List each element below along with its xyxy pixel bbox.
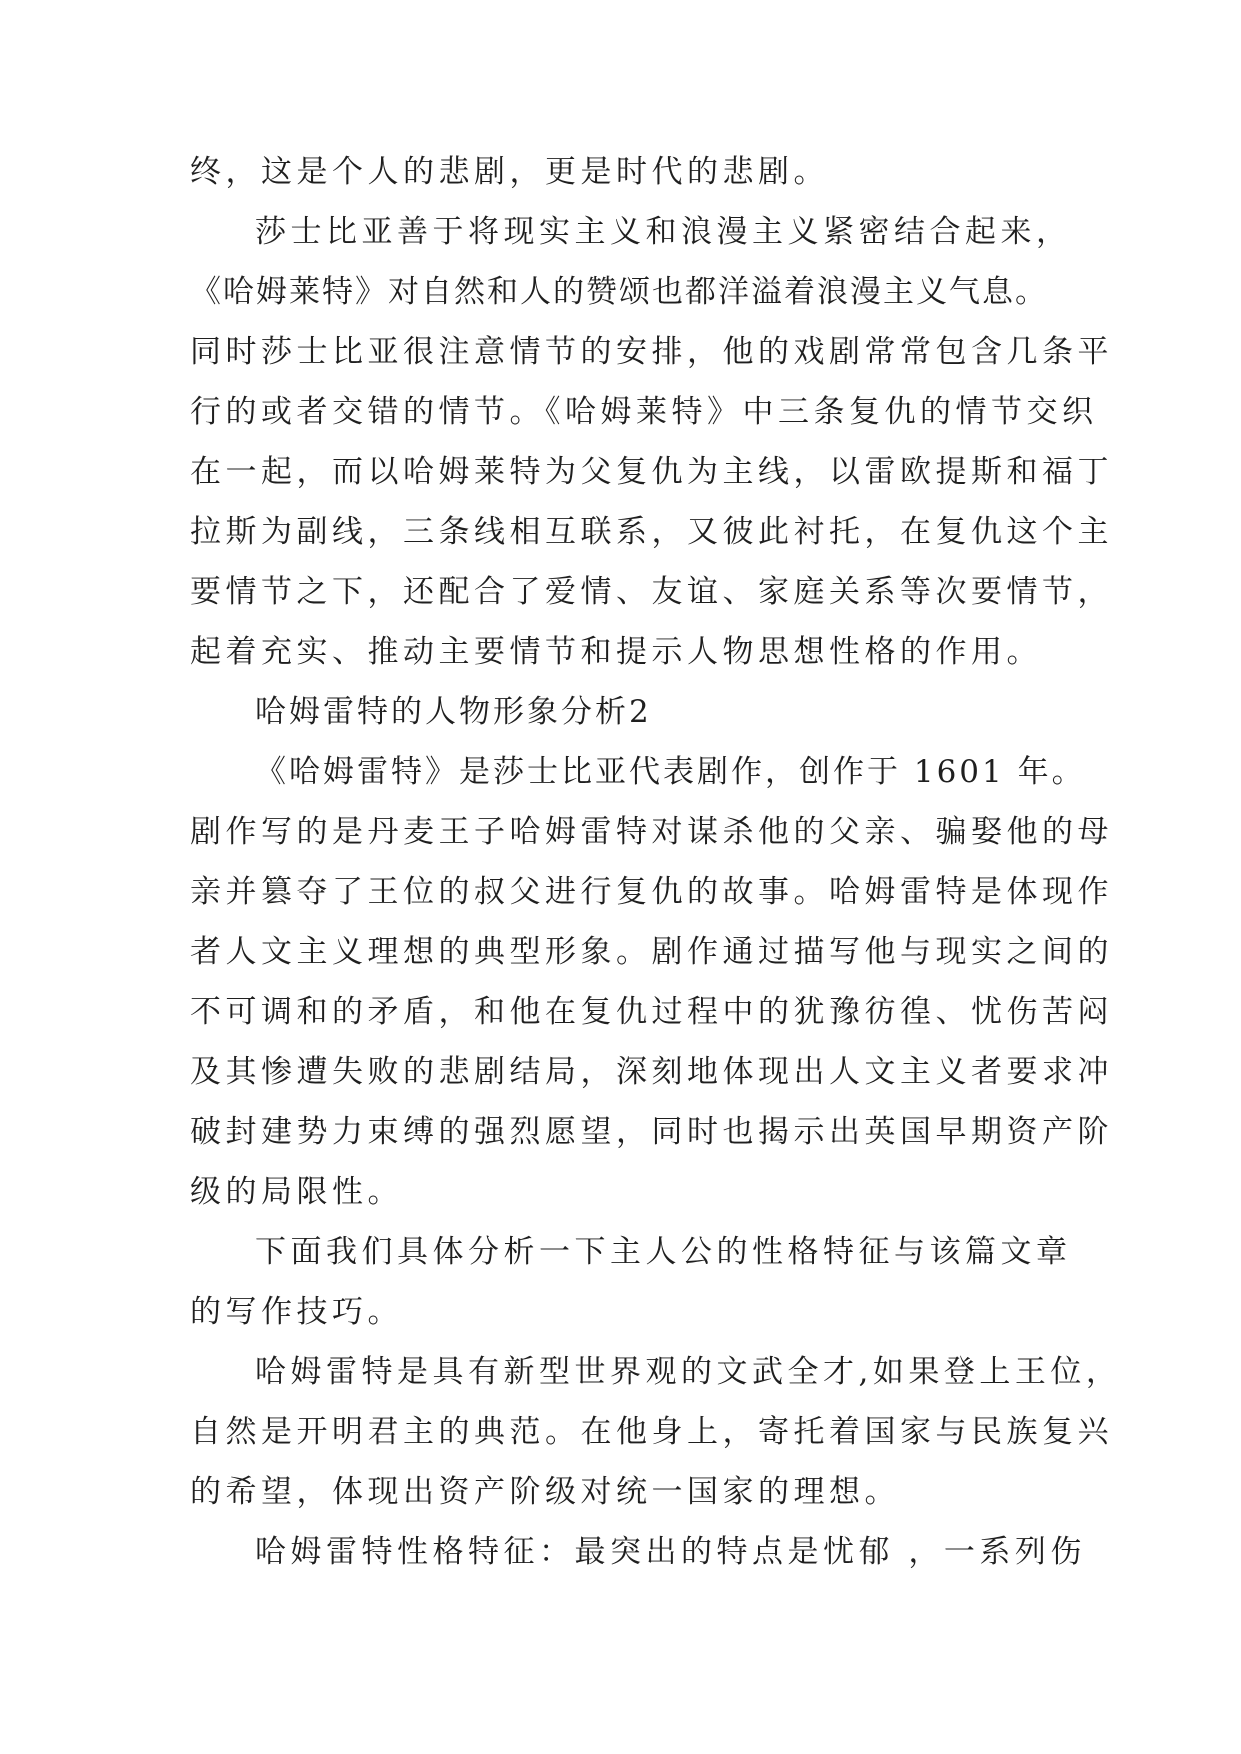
text-line: 起着充实、推动主要情节和提示人物思想性格的作用。 <box>190 634 1042 670</box>
text-line: 《哈姆莱特》对自然和人的赞颂也都洋溢着浪漫主义气息。 <box>190 274 1048 310</box>
text-line: 的写作技巧。 <box>190 1294 403 1330</box>
text-line: 下面我们具体分析一下主人公的性格特征与该篇文章 <box>255 1234 1072 1270</box>
section-heading: 哈姆雷特的人物形象分析2 <box>255 694 652 730</box>
text-line: 级的局限性。 <box>190 1174 403 1210</box>
text-line: 者人文主义理想的典型形象。剧作通过描写他与现实之间的 <box>190 934 1113 970</box>
text-line: 终，这是个人的悲剧，更是时代的悲剧。 <box>190 154 829 190</box>
text-line: 及其惨遭失败的悲剧结局，深刻地体现出人文主义者要求冲 <box>190 1054 1113 1090</box>
text-line: 哈姆雷特性格特征：最突出的特点是忧郁 ，一系列伤 <box>255 1534 1086 1570</box>
text-line: 《哈姆雷特》是莎士比亚代表剧作，创作于 1601 年。 <box>255 754 1086 790</box>
text-line: 莎士比亚善于将现实主义和浪漫主义紧密结合起来， <box>255 214 1072 250</box>
text-line: 的希望，体现出资产阶级对统一国家的理想。 <box>190 1474 900 1510</box>
text-line: 亲并篡夺了王位的叔父进行复仇的故事。哈姆雷特是体现作 <box>190 874 1113 910</box>
text-line: 剧作写的是丹麦王子哈姆雷特对谋杀他的父亲、骗娶他的母 <box>190 814 1113 850</box>
text-line: 同时莎士比亚很注意情节的安排，他的戏剧常常包含几条平 <box>190 334 1113 370</box>
text-line: 不可调和的矛盾，和他在复仇过程中的犹豫彷徨、忧伤苦闷 <box>190 994 1113 1030</box>
text-line: 要情节之下，还配合了爱情、友谊、家庭关系等次要情节， <box>190 574 1113 610</box>
text-line: 拉斯为副线，三条线相互联系，又彼此衬托，在复仇这个主 <box>190 514 1113 550</box>
text-line: 破封建势力束缚的强烈愿望，同时也揭示出英国早期资产阶 <box>190 1114 1113 1150</box>
text-line: 哈姆雷特是具有新型世界观的文武全才,如果登上王位， <box>255 1354 1122 1390</box>
text-line: 在一起，而以哈姆莱特为父复仇为主线，以雷欧提斯和福丁 <box>190 454 1113 490</box>
text-line: 自然是开明君主的典范。在他身上，寄托着国家与民族复兴 <box>190 1414 1113 1450</box>
text-line: 行的或者交错的情节。《哈姆莱特》中三条复仇的情节交织 <box>190 394 1098 430</box>
